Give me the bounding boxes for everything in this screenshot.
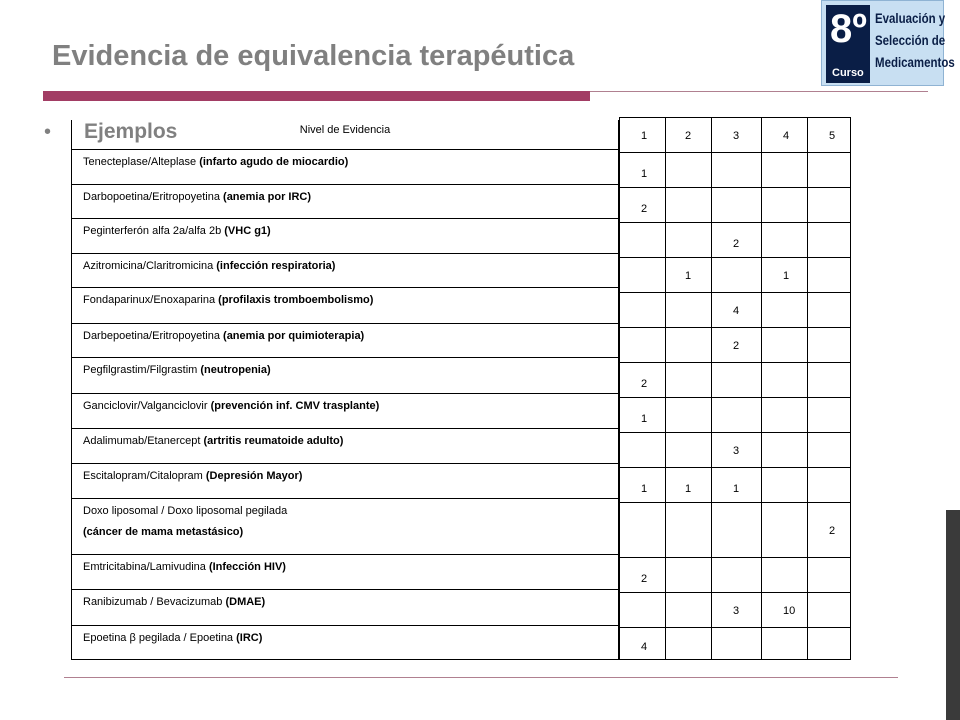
study-count: 1 — [685, 483, 692, 495]
grid-cell — [762, 363, 808, 398]
drug-pair: Ganciclovir/Valganciclovir — [83, 400, 211, 412]
grid-cell — [762, 293, 808, 328]
table-row — [72, 253, 618, 287]
evidence-level-label: 4 — [783, 130, 790, 142]
grid-cell — [620, 433, 666, 468]
grid-cell — [620, 363, 666, 398]
drug-pair: Escitalopram/Citalopram — [83, 470, 206, 482]
indication: (Infección HIV) — [208, 561, 286, 573]
grid-cell — [666, 468, 712, 503]
grid-cell — [712, 468, 762, 503]
indication: (Depresión Mayor) — [205, 470, 303, 482]
grid-cell — [620, 593, 666, 628]
grid-cell — [666, 188, 712, 223]
grid-cell — [762, 398, 808, 433]
grid-header-cell — [762, 118, 808, 153]
grid-row — [620, 468, 850, 503]
grid-cell — [712, 593, 762, 628]
indication: (infección respiratoria) — [216, 260, 336, 272]
grid-row — [620, 223, 850, 258]
table-row — [72, 323, 618, 357]
study-count: 4 — [733, 305, 740, 317]
evidence-level-label: 2 — [685, 130, 692, 142]
slide-title: Evidencia de equivalencia terapéutica — [52, 40, 575, 72]
grid-cell — [712, 628, 762, 660]
table-row — [72, 554, 618, 589]
table-row — [72, 218, 618, 253]
footer-line — [64, 677, 898, 678]
grid-cell — [712, 188, 762, 223]
table-row — [72, 463, 618, 498]
indication: (neutropenia) — [200, 364, 271, 376]
grid-cell — [620, 628, 666, 660]
grid-row — [620, 433, 850, 468]
study-count: 1 — [733, 483, 740, 495]
logo-number-block — [826, 5, 870, 83]
grid-cell — [762, 223, 808, 258]
bullet-marker: • — [44, 121, 52, 143]
indication: (anemia por IRC) — [223, 191, 312, 203]
indication: (anemia por quimioterapia) — [223, 330, 365, 342]
grid-cell — [666, 628, 712, 660]
evidence-level-grid — [619, 117, 851, 660]
grid-cell — [808, 223, 850, 258]
grid-cell — [762, 468, 808, 503]
grid-cell — [762, 328, 808, 363]
indication: (infarto agudo de miocardio) — [199, 156, 349, 168]
grid-row — [620, 328, 850, 363]
right-edge-strip — [946, 510, 960, 720]
logo-label: Curso — [832, 67, 864, 79]
grid-header-row — [620, 118, 850, 153]
grid-row — [620, 503, 850, 558]
grid-cell — [620, 503, 666, 558]
grid-row — [620, 398, 850, 433]
table-row — [72, 184, 618, 218]
grid-header-cell — [808, 118, 850, 153]
grid-cell — [808, 363, 850, 398]
grid-cell — [808, 398, 850, 433]
grid-cell — [712, 328, 762, 363]
study-count: 1 — [641, 483, 648, 495]
table-row — [72, 498, 618, 554]
drug-pair: Darbepoetina/Eritropoyetina — [83, 330, 224, 342]
drug-pair: Emtricitabina/Lamivudina — [83, 561, 209, 573]
grid-header-cell — [620, 118, 666, 153]
grid-cell — [666, 398, 712, 433]
drug-pair: Tenecteplase/Alteplase — [83, 156, 200, 168]
study-count: 4 — [641, 641, 648, 653]
grid-cell — [666, 328, 712, 363]
grid-cell — [762, 628, 808, 660]
grid-cell — [762, 258, 808, 293]
study-count: 2 — [641, 573, 648, 585]
drug-pair: Ranibizumab / Bevacizumab — [83, 596, 226, 608]
logo-line: Evaluación y — [875, 10, 946, 26]
grid-cell — [666, 293, 712, 328]
table-row — [72, 393, 618, 428]
grid-header-cell — [712, 118, 762, 153]
grid-cell — [620, 558, 666, 593]
grid-cell — [712, 258, 762, 293]
grid-cell — [762, 503, 808, 558]
table-header-evidence-level: Nivel de Evidencia — [299, 124, 391, 136]
grid-row — [620, 628, 850, 660]
drug-pair: Fondaparinux/Enoxaparina — [83, 294, 219, 306]
grid-row — [620, 293, 850, 328]
grid-cell — [808, 468, 850, 503]
grid-cell — [620, 293, 666, 328]
grid-cell — [666, 558, 712, 593]
title-accent-line — [590, 91, 928, 92]
evidence-level-label: 3 — [733, 130, 740, 142]
grid-row — [620, 593, 850, 628]
grid-row — [620, 363, 850, 398]
logo-number: 8º — [830, 7, 867, 51]
grid-cell — [666, 223, 712, 258]
grid-cell — [808, 328, 850, 363]
drug-pairs-table — [71, 120, 619, 660]
logo-line: Medicamentos — [875, 54, 955, 70]
grid-cell — [762, 153, 808, 188]
evidence-level-label: 5 — [829, 130, 836, 142]
table-row — [72, 357, 618, 393]
drug-pair: Adalimumab/Etanercept — [83, 435, 204, 447]
grid-cell — [666, 363, 712, 398]
grid-cell — [712, 153, 762, 188]
grid-cell — [666, 593, 712, 628]
drug-pair: Pegfilgrastim/Filgrastim — [83, 364, 201, 376]
grid-cell — [620, 188, 666, 223]
grid-cell — [808, 258, 850, 293]
grid-cell — [712, 503, 762, 558]
grid-cell — [620, 223, 666, 258]
study-count: 2 — [733, 340, 740, 352]
logo-line: Selección de — [875, 32, 946, 48]
grid-cell — [620, 328, 666, 363]
grid-row — [620, 558, 850, 593]
study-count: 1 — [685, 270, 692, 282]
grid-cell — [808, 593, 850, 628]
grid-cell — [666, 433, 712, 468]
evidence-level-label: 1 — [641, 130, 648, 142]
grid-cell — [808, 503, 850, 558]
grid-cell — [808, 293, 850, 328]
grid-row — [620, 153, 850, 188]
grid-cell — [712, 363, 762, 398]
grid-cell — [808, 558, 850, 593]
grid-cell — [620, 468, 666, 503]
study-count: 2 — [641, 203, 648, 215]
grid-cell — [712, 293, 762, 328]
study-count: 3 — [733, 605, 740, 617]
section-subheading: Ejemplos — [84, 120, 178, 143]
grid-cell — [808, 188, 850, 223]
grid-cell — [808, 433, 850, 468]
grid-cell — [762, 593, 808, 628]
drug-pair: Doxo liposomal / Doxo liposomal pegilada — [83, 505, 288, 517]
study-count: 2 — [733, 238, 740, 250]
grid-cell — [620, 258, 666, 293]
course-logo — [821, 0, 955, 86]
grid-header-cell — [666, 118, 712, 153]
drug-pair: Darbopoetina/Eritropoyetina — [83, 191, 224, 203]
title-accent-bar — [43, 91, 590, 101]
table-row — [72, 625, 618, 660]
grid-cell — [762, 188, 808, 223]
grid-cell — [620, 153, 666, 188]
grid-cell — [712, 223, 762, 258]
indication: (profilaxis tromboembolismo) — [218, 294, 374, 306]
grid-row — [620, 188, 850, 223]
table-row — [72, 428, 618, 463]
table-row — [72, 287, 618, 323]
table-row — [72, 589, 618, 625]
grid-cell — [762, 433, 808, 468]
grid-cell — [666, 153, 712, 188]
study-count: 1 — [641, 413, 648, 425]
drug-pair: Peginterferón alfa 2a/alfa 2b — [83, 225, 225, 237]
drug-pair: Epoetina β pegilada / Epoetina — [83, 632, 237, 644]
study-count: 2 — [641, 378, 648, 390]
grid-cell — [620, 398, 666, 433]
study-count: 10 — [783, 605, 796, 617]
logo-text — [875, 7, 955, 73]
grid-cell — [762, 558, 808, 593]
study-count: 1 — [641, 168, 648, 180]
study-count: 1 — [783, 270, 790, 282]
study-count: 2 — [829, 525, 836, 537]
table-row — [72, 149, 618, 184]
indication: (artritis reumatoide adulto) — [203, 435, 344, 447]
drug-pair: Azitromicina/Claritromicina — [83, 260, 217, 272]
indication: (VHC g1) — [224, 225, 271, 237]
grid-cell — [808, 628, 850, 660]
grid-cell — [712, 433, 762, 468]
indication: (DMAE) — [225, 596, 266, 608]
grid-row — [620, 258, 850, 293]
indication: (cáncer de mama metastásico) — [83, 526, 244, 538]
grid-cell — [808, 153, 850, 188]
grid-cell — [712, 558, 762, 593]
grid-cell — [666, 503, 712, 558]
indication: (IRC) — [236, 632, 263, 644]
grid-cell — [712, 398, 762, 433]
grid-cell — [666, 258, 712, 293]
study-count: 3 — [733, 445, 740, 457]
indication: (prevención inf. CMV trasplante) — [210, 400, 380, 412]
